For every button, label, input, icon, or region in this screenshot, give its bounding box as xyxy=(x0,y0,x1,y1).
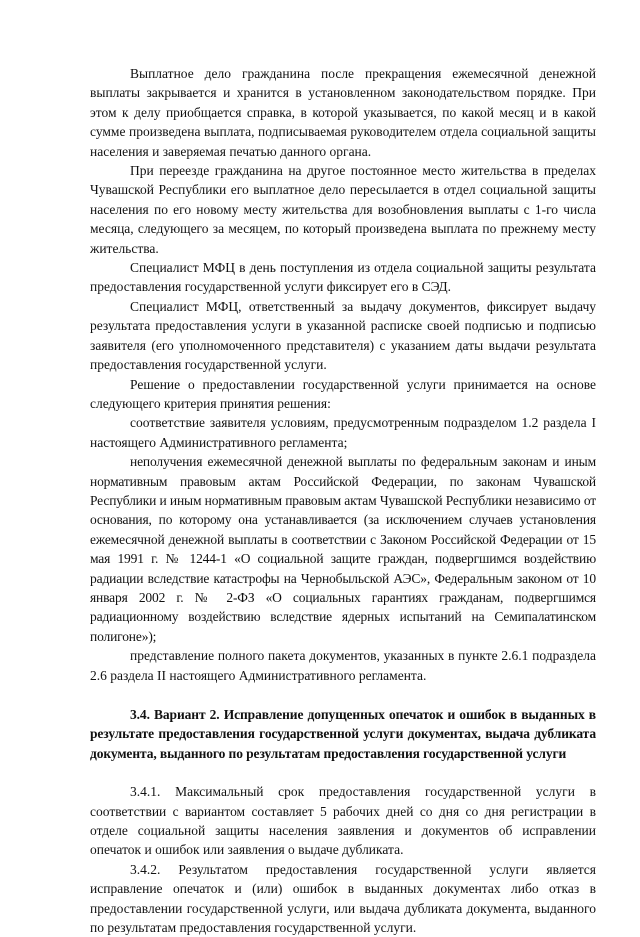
paragraph-mfc-sed: Специалист МФЦ в день поступления из отдела социальной защиты результата предоставления государственной услуги фиксирует его в СЭД. xyxy=(90,260,596,295)
paragraph-3-4-2: 3.4.2. Результатом предоставления государственной услуги является исправление опечаток и (или) ошибок в выданных документах либо отказ в предоставлении государственной услуги, или выдача дубликата документа, выданного по результатам предоставления государственной услуги. xyxy=(90,861,596,936)
paragraph-closing-payment-file: Выплатное дело гражданина после прекращения ежемесячной денежной выплаты закрывается и хранится в установленном законодательством порядке. При этом к делу приобщается справка, в которой указывается, по какой месяц и в какой сумме произведена выплата, подписываемая руководителем отдела социальной защиты населения и заверяемая печатью данного органа. xyxy=(90,66,596,159)
document-page xyxy=(90,64,596,937)
paragraph-mfc-issuance: Специалист МФЦ, ответственный за выдачу документов, фиксирует выдачу результата предоставления услуги в указанной расписке своей подписью и подписью заявителя (его уполномоченного представителя) с указанием даты выдачи результата предоставления государственной услуги. xyxy=(90,298,596,373)
paragraph-criterion-documents: представление полного пакета документов, указанных в пункте 2.6.1 подраздела 2.6 раздела II настоящего Административного регламента. xyxy=(90,648,596,683)
paragraph-criterion-conditions: соответствие заявителя условиям, предусмотренным подразделом 1.2 раздела I настоящего Административного регламента; xyxy=(90,415,596,450)
paragraph-decision-criteria: Решение о предоставлении государственной услуги принимается на основе следующего критерия принятия решения: xyxy=(90,376,596,411)
section-heading-3-4: 3.4. Вариант 2. Исправление допущенных опечаток и ошибок в выданных в результате предоставления государственной услуги документах, выдача дубликата документа, выданного по результатам предоставления государственной услуги xyxy=(90,707,596,761)
paragraph-3-4-1: 3.4.1. Максимальный срок предоставления государственной услуги в соответствии с вариантом составляет 5 рабочих дней со дня со дня регистрации в отделе социальной защиты населения заявления и документов об исправлении опечаток и ошибок или заявления о выдаче дубликата. xyxy=(90,784,596,858)
paragraph-relocation: При переезде гражданина на другое постоянное место жительства в пределах Чувашской Республики его выплатное дело пересылается в отдел социальной защиты населения по его новому месту жительства для возобновления выплаты с 1-го числа месяца, следующего за месяцем, по который произведена выплата по прежнему месту жительства. xyxy=(90,163,596,256)
paragraph-criterion-non-receipt: неполучения ежемесячной денежной выплаты по федеральным законам и иным нормативным правовым актам Российской Федерации, по законам Чувашской Республики и иным нормативным правовым актам Чувашской Республики независимо от основания, по которому она устанавливается (за исключением случаев установления ежемесячной денежной выплаты в соответствии с Законом Российской Федерации от 15 мая 1991 г. № 1244-1 «О социальной защите граждан, подвергшимся воздействию радиации вследствие катастрофы на Чернобыльской АЭС», Федеральным законом от 10 января 2002 г. № 2-ФЗ «О социальных гарантиях гражданам, подвергшимся радиационному воздействию вследствие ядерных испытаний на Семипалатинском полигоне»); xyxy=(90,454,596,644)
